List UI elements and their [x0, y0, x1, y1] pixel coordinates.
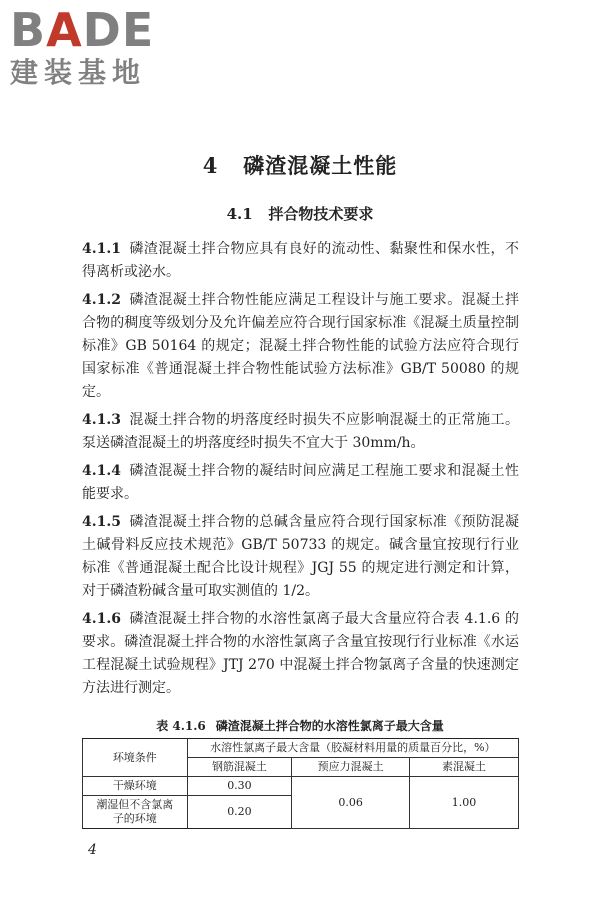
table-header-row — [83, 739, 519, 758]
header-env: 环境条件 — [83, 739, 188, 777]
clause — [82, 289, 519, 404]
section-name: 拌合物技术要求 — [268, 205, 374, 223]
row-env: 干燥环境 — [83, 777, 188, 796]
brand-logo — [10, 3, 180, 90]
clause-text: 磷渣混凝土拌合物性能应满足工程设计与施工要求。混凝土拌合物的稠度等级划分及允许偏差应符合现行国家标准《混凝土质量控制标准》GB 50164 的规定；混凝土拌合物性能的试验方法应符合现行国家标准《普通混凝土拌合物性能试验方法标准》GB/T 50080 的规定。 — [82, 292, 519, 400]
clause — [82, 511, 519, 603]
page-number: 4 — [88, 842, 97, 858]
clause-number: 4.1.6 — [82, 611, 121, 627]
row-env: 潮湿但不含氯离子的环境 — [83, 796, 188, 829]
clause — [82, 238, 519, 284]
section-number: 4.1 — [226, 205, 253, 223]
clause-text: 磷渣混凝土拌合物的凝结时间应满足工程施工要求和混凝土性能要求。 — [82, 463, 519, 502]
subheader-prestressed: 预应力混凝土 — [292, 758, 410, 777]
section-title — [0, 203, 600, 224]
clause-number: 4.1.4 — [82, 463, 121, 479]
table-caption-number: 表 4.1.6 — [156, 719, 206, 733]
logo-wordmark: BADE — [10, 3, 155, 57]
table-row — [83, 777, 519, 796]
table-caption — [0, 717, 600, 734]
clause-number: 4.1.5 — [82, 514, 121, 530]
plain-value: 1.00 — [409, 777, 518, 829]
chapter-number: 4 — [202, 153, 219, 178]
logo-subtitle: 建装基地 — [10, 56, 147, 89]
prestressed-value: 0.06 — [292, 777, 410, 829]
clause-text: 混凝土拌合物的坍落度经时损失不应影响混凝土的正常施工。泵送磷渣混凝土的坍落度经时损失不宜大于 30mm/h。 — [82, 412, 519, 451]
clause — [82, 409, 519, 455]
body-text — [82, 238, 519, 705]
chapter-title — [0, 150, 600, 180]
clause-number: 4.1.1 — [82, 241, 121, 257]
row-rc-value: 0.30 — [187, 777, 292, 796]
clause-text: 磷渣混凝土拌合物的水溶性氯离子最大含量应符合表 4.1.6 的要求。磷渣混凝土拌合物的水溶性氯离子含量宜按现行行业标准《水运工程混凝土试验规程》JTJ 270 中混凝土拌合物氯离子含量的快速测定方法进行测定。 — [82, 611, 519, 696]
header-group: 水溶性氯离子最大含量（胶凝材料用量的质量百分比，%） — [187, 739, 518, 758]
subheader-plain: 素混凝土 — [409, 758, 518, 777]
table-caption-title: 磷渣混凝土拌合物的水溶性氯离子最大含量 — [215, 719, 444, 733]
clause-number: 4.1.3 — [82, 412, 121, 428]
clause-text: 磷渣混凝土拌合物应具有良好的流动性、黏聚性和保水性，不得离析或泌水。 — [82, 241, 519, 280]
subheader-rc: 钢筋混凝土 — [187, 758, 292, 777]
clause — [82, 460, 519, 506]
chapter-name: 磷渣混凝土性能 — [243, 153, 398, 178]
chloride-table — [82, 738, 519, 829]
clause-text: 磷渣混凝土拌合物的总碱含量应符合现行国家标准《预防混凝土碱骨料反应技术规范》GB/T 50733 的规定。碱含量宜按现行行业标准《普通混凝土配合比设计规程》JGJ 55 的规定进行测定和计算，对于磷渣粉碱含量可取实测值的 1/2。 — [82, 514, 519, 599]
clause-number: 4.1.2 — [82, 292, 121, 308]
row-rc-value: 0.20 — [187, 796, 292, 829]
clause — [82, 608, 519, 700]
